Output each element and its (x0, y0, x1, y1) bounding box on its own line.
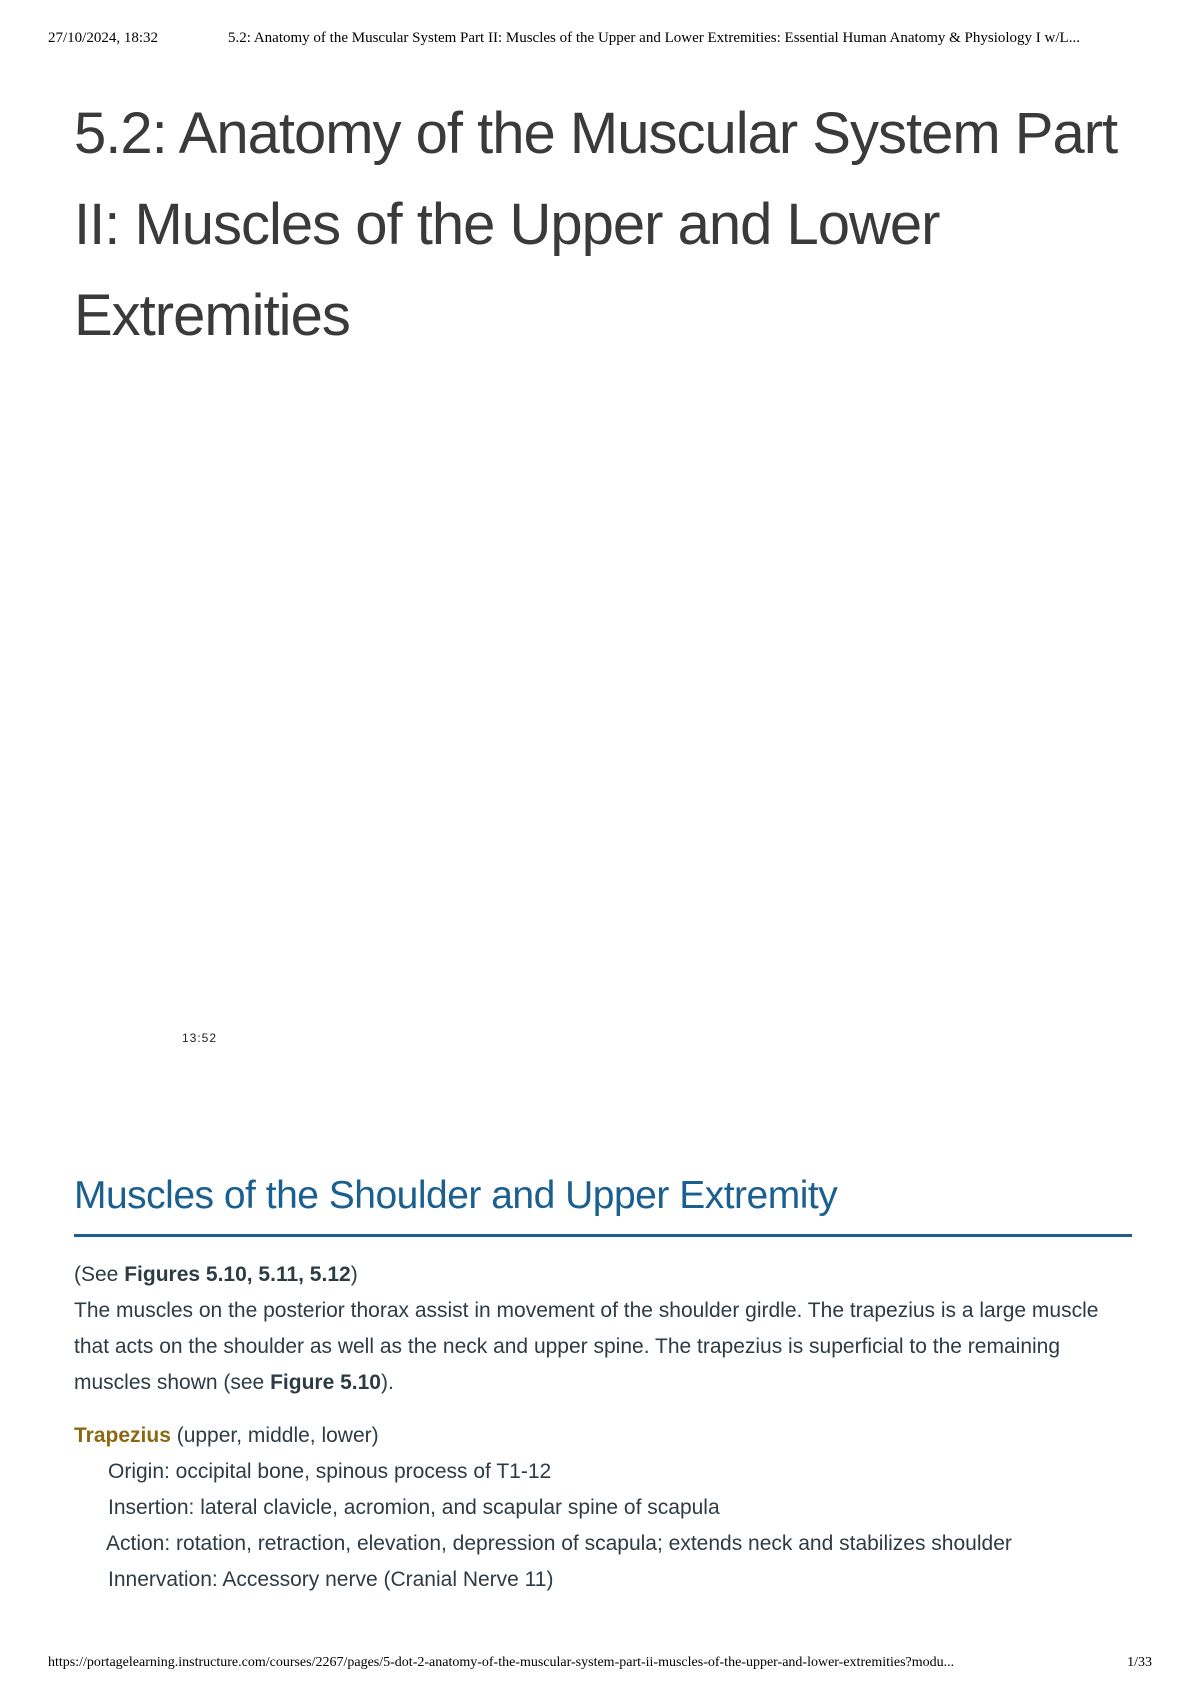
muscle-name: Trapezius (74, 1424, 171, 1447)
intro-text: The muscles on the posterior thorax assist in movement of the shoulder girdle. The trapezius is a large muscle that acts on the shoulder as well as the neck and upper spine. The trapezius is superficial to the remaining muscles shown (see (74, 1299, 1099, 1394)
section-content (74, 1257, 1132, 1598)
see-suffix: ) (350, 1263, 358, 1286)
muscle-parts: (upper, middle, lower) (170, 1424, 379, 1447)
intro-figure-ref: Figure 5.10 (270, 1371, 381, 1394)
section-divider (74, 1234, 1132, 1237)
print-header (48, 30, 1152, 52)
section-heading: Muscles of the Shoulder and Upper Extremity (74, 1174, 838, 1217)
intro-end: ). (380, 1371, 394, 1394)
muscle-insertion: Insertion: lateral clavicle, acromion, and scapular spine of scapula (108, 1496, 720, 1519)
muscle-innervation: Innervation: Accessory nerve (Cranial Nerve 11) (108, 1568, 554, 1591)
print-date: 27/10/2024, 18:32 (48, 30, 159, 46)
print-footer (48, 1655, 1152, 1677)
figures-ref-link: Figures 5.10, 5.11, 5.12 (124, 1263, 351, 1286)
intro-paragraph (74, 1293, 1132, 1401)
muscle-action (74, 1526, 1132, 1562)
figures-reference (74, 1257, 1132, 1293)
muscle-action-text: Action: rotation, retraction, elevation, depression of scapula; extends neck and stabilizes shoulder (106, 1532, 1012, 1555)
muscle-entry-trapezius (74, 1418, 1132, 1598)
muscle-origin: Origin: occipital bone, spinous process of T1-12 (108, 1460, 552, 1483)
print-document-title: 5.2: Anatomy of the Muscular System Part II: Muscles of the Upper and Lower Extremities: Essential Human Anatomy & Physiology I w/L... (228, 30, 1080, 46)
see-prefix: (See (74, 1263, 125, 1286)
muscle-heading (74, 1418, 1132, 1454)
page-number: 1/33 (1127, 1655, 1152, 1670)
print-url: https://portagelearning.instructure.com/courses/2267/pages/5-dot-2-anatomy-of-the-muscular-system-part-ii-muscles-of-the-upper-and-lower-extremities?modu... (48, 1655, 955, 1670)
video-duration: 13:52 (182, 1031, 218, 1045)
page-title: 5.2: Anatomy of the Muscular System Part II: Muscles of the Upper and Lower Extremities (74, 101, 1118, 348)
